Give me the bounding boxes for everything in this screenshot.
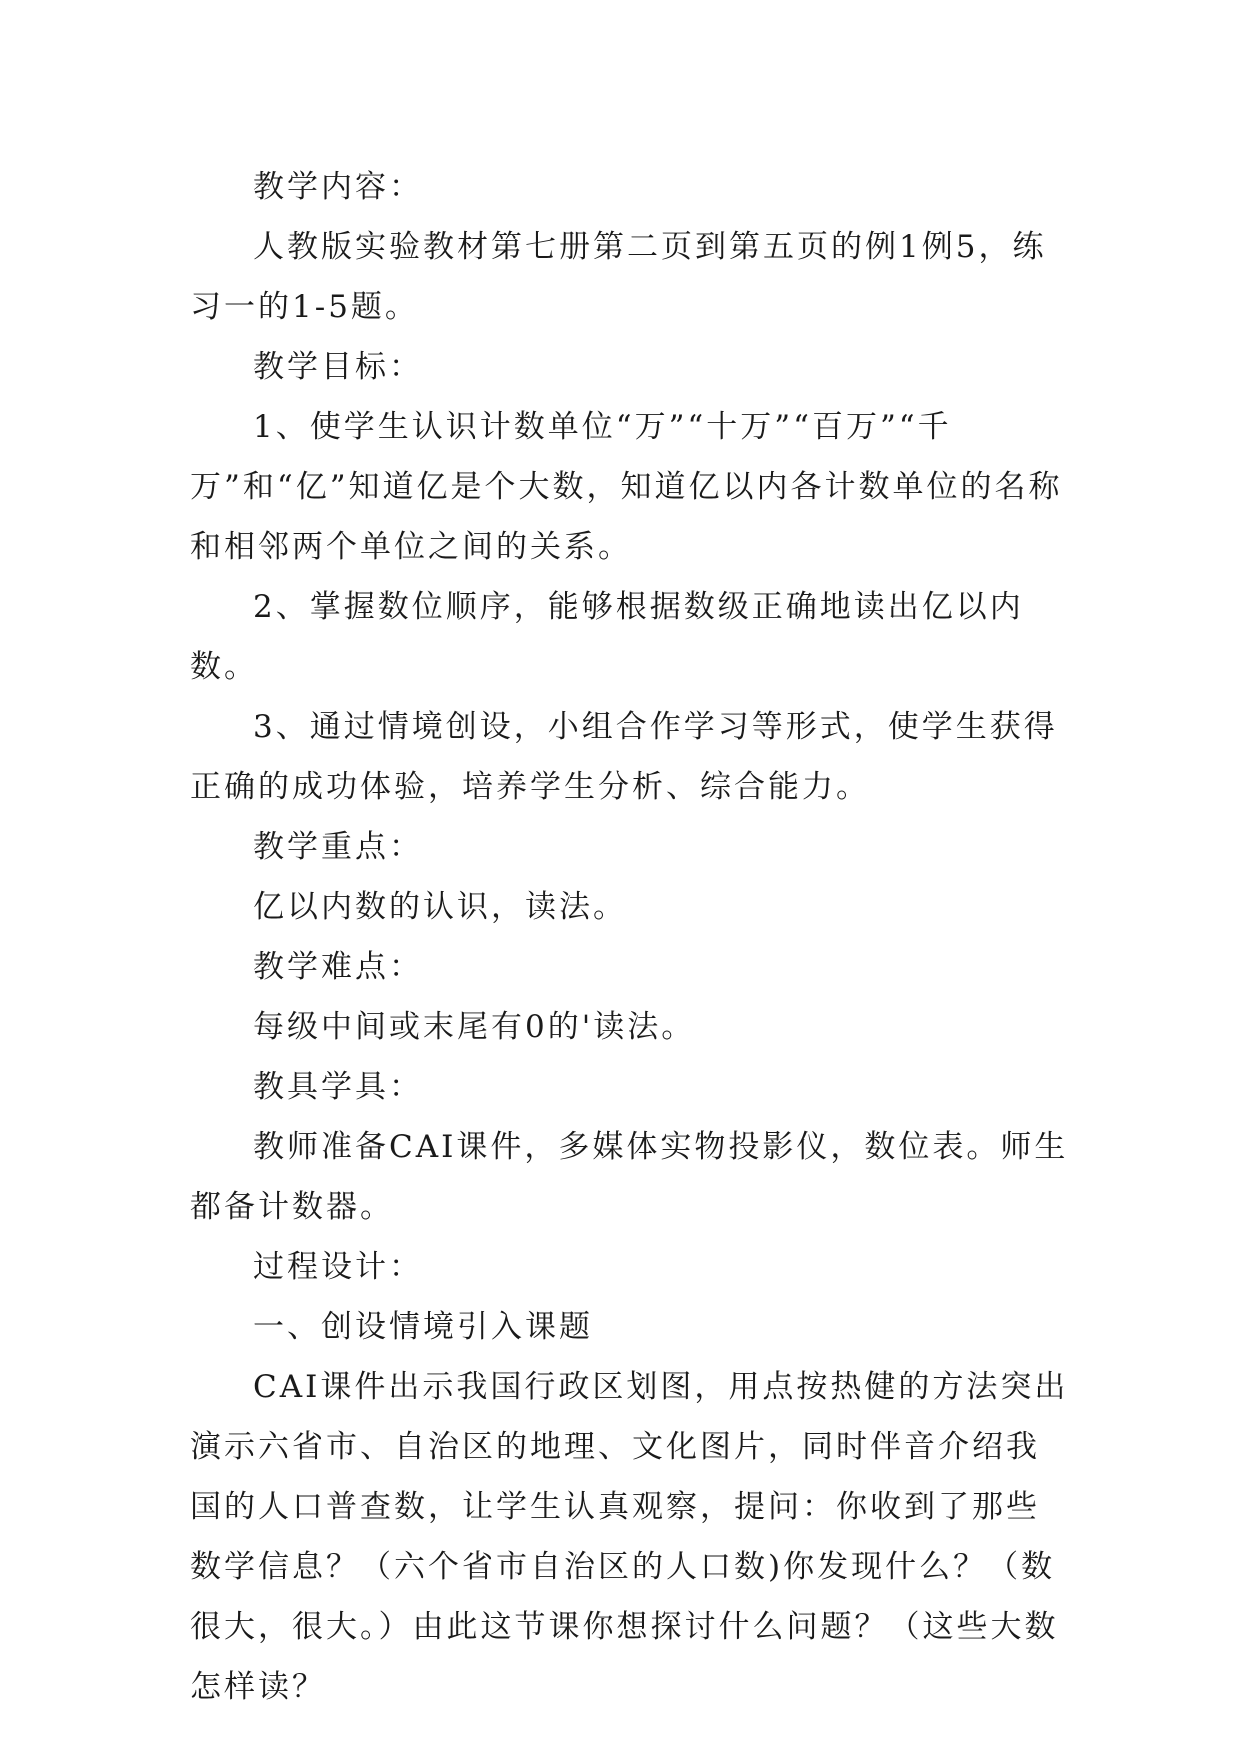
goal-item-1: 1、使学生认识计数单位“万”“十万”“百万”“千万”和“亿”知道亿是个大数，知道亿以内各计数单位的名称和相邻两个单位之间的关系。 [190, 409, 1063, 565]
heading-teaching-content: 教学内容： [253, 169, 423, 205]
heading-difficult-points: 教学难点： [253, 949, 423, 985]
heading-teaching-goals: 教学目标： [253, 349, 423, 385]
paragraph-teaching-aids: 教师准备CAI课件，多媒体实物投影仪，数位表。师生都备计数器。 [190, 1129, 1069, 1225]
document-body [190, 157, 1070, 1717]
goal-item-3: 3、通过情境创设，小组合作学习等形式，使学生获得正确的成功体验，培养学生分析、综合能力。 [190, 709, 1058, 805]
paragraph-teaching-content: 人教版实验教材第七册第二页到第五页的例1例5，练习一的1-5题。 [190, 229, 1047, 325]
heading-process-design: 过程设计： [253, 1249, 423, 1285]
goal-item-2: 2、掌握数位顺序，能够根据数级正确地读出亿以内数。 [190, 589, 1024, 685]
paragraph-key-points: 亿以内数的认识，读法。 [253, 889, 627, 925]
paragraph-section-1: CAI课件出示我国行政区划图，用点按热健的方法突出演示六省市、自治区的地理、文化图片，同时伴音介绍我国的人口普查数，让学生认真观察，提问：你收到了那些数学信息？（六个省市自治区的人口数)你发现什么？（数很大，很大。）由此这节课你想探讨什么问题？（这些大数怎样读？ [190, 1369, 1069, 1705]
section-heading-1: 一、创设情境引入课题 [253, 1309, 593, 1345]
heading-key-points: 教学重点： [253, 829, 423, 865]
heading-teaching-aids: 教具学具： [253, 1069, 423, 1105]
paragraph-difficult-points: 每级中间或末尾有0的'读法。 [253, 1009, 696, 1045]
